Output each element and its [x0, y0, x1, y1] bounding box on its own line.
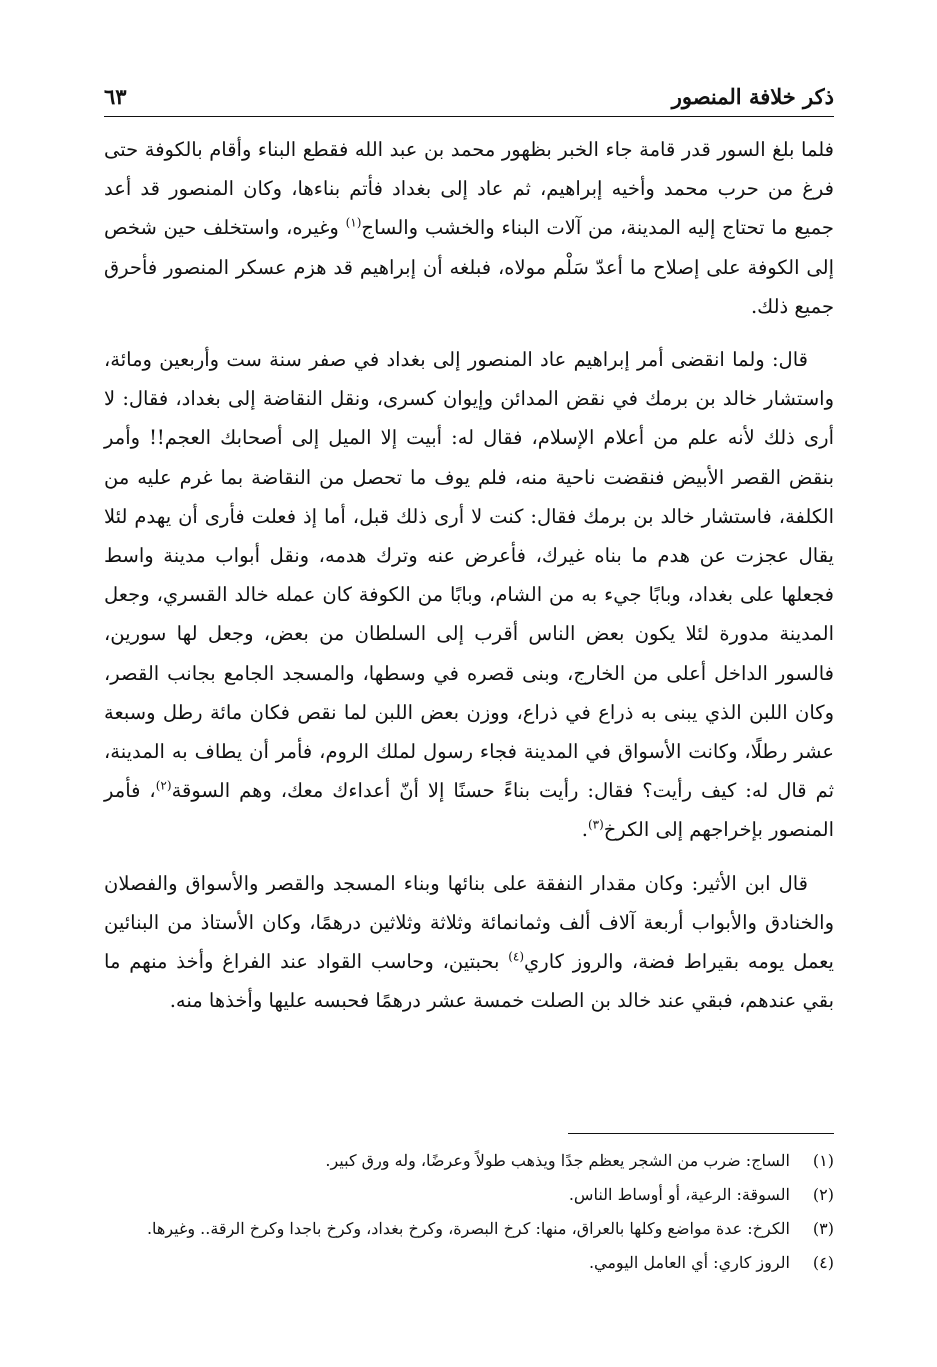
footnote-4: [104, 1248, 834, 1278]
paragraph-text: قال: ولما انقضى أمر إبراهيم عاد المنصور إلى بغداد في صفر سنة ست وأربعين ومائة، واستشار خالد بن برمك في نقض المدائن وإيوان كسرى، ونقل النقاضة إلى بغداد، فقال: لا أرى ذلك لأنه علم من أعلام الإسلام، فقال له: أبيت إلا الميل إلى أصحابك العجم!! وأمر بنقض القصر الأبيض فنقضت ناحية منه، فلم يوف ما تحصل من النقاضة بما غرم عليه من الكلفة، فاستشار خالد بن برمك فقال: كنت لا أرى ذلك قبل، أما إذ فعلت فأرى أن يهدم لئلا يقال عجزت عن هدم ما بناه غيرك، فأعرض عنه وترك هدمه، ونقل أبواب مدينة واسط فجعلها على بغداد، وبابًا جيء به من الشام، وبابًا من الكوفة كان عمله خالد القسري، وجعل المدينة مدورة لئلا يكون بعض الناس أقرب إلى السلطان من بعض، وجعل لها سورين، فالسور الداخل أعلى من الخارج، وبنى قصره في وسطها، والمسجد الجامع بجانب القصر، وكان اللبن الذي يبنى به ذراع في ذراع، ووزن بعض اللبن لما نقص فكان مائة رطل وسبعة عشر رطلًا، وكانت الأسواق في المدينة فجاء رسول لملك الروم، فأمر أن يطاف به المدينة، ثم قال له: كيف رأيت؟ فقال: رأيت بناءً حسنًا إلا أنّ أعداءك معك، وهم السوقة: [104, 348, 834, 803]
footnote-2: [104, 1180, 834, 1210]
running-header: [104, 78, 834, 118]
header-divider: [104, 116, 834, 117]
paragraph-text: فلما بلغ السور قدر قامة جاء الخبر بظهور محمد بن عبد الله فقطع البناء وأقام بالكوفة حتى فرغ من حرب محمد وأخيه إبراهيم، ثم عاد إلى بغداد فأتم بناءها، وكان المنصور قد أعد جميع ما تحتاج إليه المدينة، من آلات البناء والخشب والساج: [104, 138, 834, 240]
main-text: [104, 130, 834, 1034]
footnote-text: الساج: ضرب من الشجر يعظم جدًا ويذهب طولاً وعرضًا، وله ورق كبير.: [325, 1151, 790, 1170]
paragraph-text: وغيره، واستخلف حين شخص إلى الكوفة على إصلاح ما أعدّ سَلْم مولاه، فبلغه أن إبراهيم قد هزم عسكر المنصور فأحرق جميع ذلك.: [104, 216, 834, 318]
footnote-ref-2: (٢): [155, 778, 172, 793]
footnote-number: (١): [812, 1151, 834, 1170]
footnotes: [104, 1146, 834, 1282]
footnote-number: (٤): [812, 1253, 834, 1272]
paragraph-text: قال ابن الأثير: وكان مقدار النفقة على بنائها وبناء المسجد والقصر والأسواق والفصلان والخنادق والأبواب أربعة آلاف ألف وثمانمائة وثلاثة وثلاثين درهمًا، وكان الأستاذ من البنائين يعمل يومه بقيراط فضة، والروز كاري: [104, 871, 834, 974]
footnote-text: السوقة: الرعية، أو أوساط الناس.: [568, 1185, 790, 1204]
footnote-1: [104, 1146, 834, 1176]
footnote-divider: [568, 1133, 834, 1134]
footnote-ref-4: (٤): [508, 949, 525, 964]
paragraph-text: بحبتين، وحاسب القواد عند الفراغ وأخذ منهم ما بقي عندهم، فبقي عند خالد بن الصلت خمسة عشر درهمًا فحبسه عليها وأخذها منه.: [104, 950, 834, 1013]
paragraph-text: .: [581, 818, 588, 842]
paragraph-1: [104, 130, 834, 326]
footnote-text: الروز كاري: أي العامل اليومي.: [588, 1253, 790, 1272]
footnote-ref-3: (٣): [587, 817, 604, 832]
paragraph-3: [104, 864, 834, 1021]
chapter-title: ذكر خلافة المنصور: [671, 84, 834, 109]
footnote-ref-1: (١): [345, 215, 362, 230]
paragraph-text: ، فأمر المنصور بإخراجهم إلى الكرخ: [104, 779, 834, 842]
page-number: ٦٣: [104, 84, 127, 109]
paragraph-2: [104, 340, 834, 850]
footnote-text: الكرخ: عدة مواضع وكلها بالعراق، منها: كرخ البصرة، وكرخ بغداد، وكرخ باجدا وكرخ الرقة.. وغيرها.: [146, 1219, 790, 1238]
footnote-number: (٢): [812, 1185, 834, 1204]
footnote-3: [104, 1214, 834, 1244]
footnote-number: (٣): [812, 1219, 834, 1238]
